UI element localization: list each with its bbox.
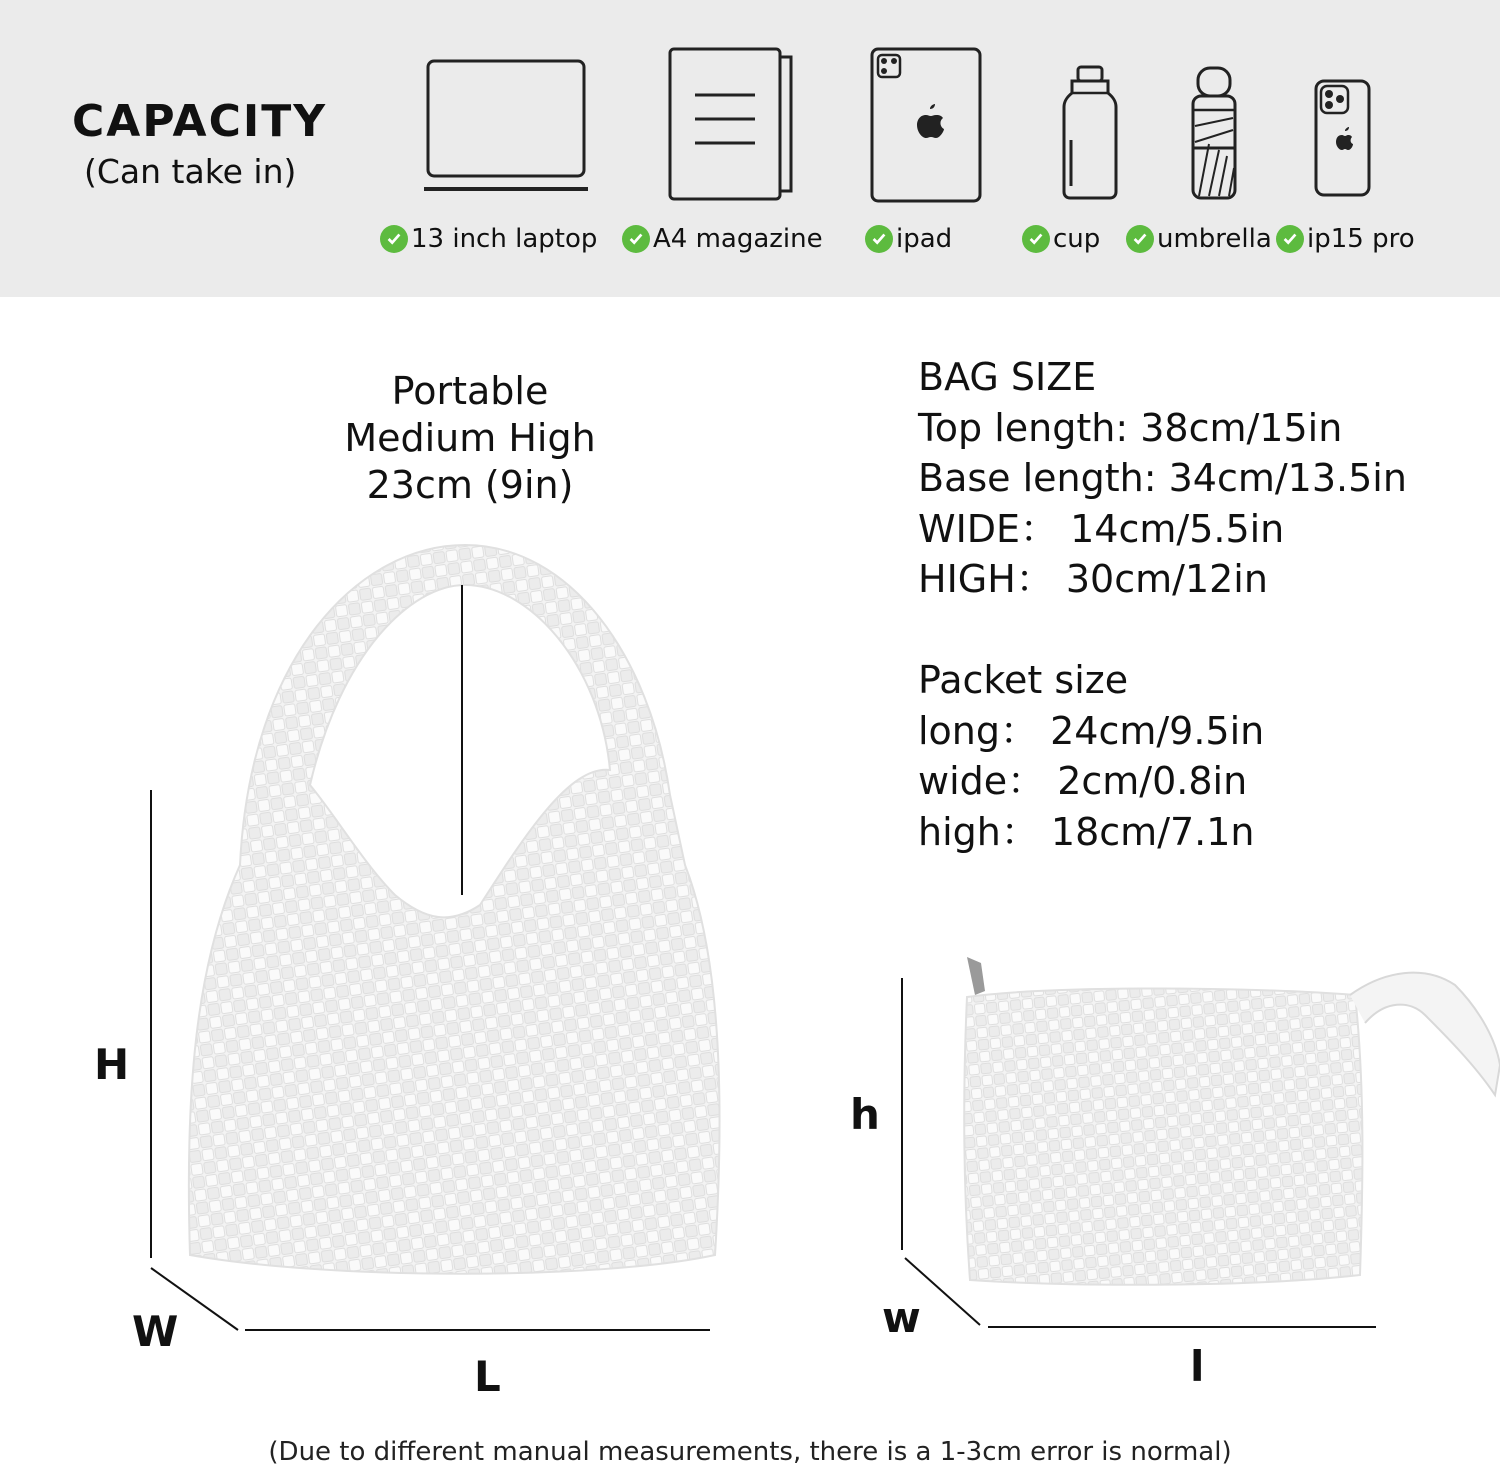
pouch-dimension-lines <box>890 970 1390 1340</box>
item-label: umbrella <box>1157 224 1272 254</box>
packet-long: long： 24cm/9.5in <box>918 708 1265 753</box>
handle-line: 23cm (9in) <box>366 463 574 507</box>
bag-size-title: BAG SIZE <box>918 355 1097 399</box>
check-icon <box>622 225 650 253</box>
item-label: A4 magazine <box>653 224 823 254</box>
handle-line: Portable <box>391 369 549 413</box>
bag-size-block <box>918 352 1407 605</box>
ipad-icon <box>868 45 986 205</box>
packet-size-title: Packet size <box>918 658 1129 702</box>
bag-wide: WIDE： 14cm/5.5in <box>918 506 1285 551</box>
laptop-icon <box>420 55 595 195</box>
bag-height-label: H <box>94 1040 130 1089</box>
handle-height-text <box>240 368 700 509</box>
item-label: 13 inch laptop <box>411 224 598 254</box>
bag-length-label: L <box>474 1352 501 1401</box>
cup-icon <box>1055 62 1125 204</box>
pouch-length-label: l <box>1190 1342 1205 1391</box>
packet-size-block <box>918 655 1264 857</box>
handle-line: Medium High <box>344 416 596 460</box>
measurement-note: (Due to different manual measurements, there is a 1-3cm error is normal) <box>268 1437 1232 1467</box>
check-icon <box>1022 225 1050 253</box>
capacity-subtitle: (Can take in) <box>84 152 297 191</box>
bag-dimension-lines <box>0 780 760 1400</box>
bag-top-length: Top length: 38cm/15in <box>918 405 1343 450</box>
item-cup <box>1022 224 1100 254</box>
check-icon <box>865 225 893 253</box>
item-umbrella <box>1126 224 1272 254</box>
item-phone <box>1276 224 1415 254</box>
item-label: ip15 pro <box>1307 224 1415 254</box>
item-label: cup <box>1053 224 1101 254</box>
bag-width-label: W <box>132 1307 179 1356</box>
pouch-height-label: h <box>850 1090 880 1139</box>
check-icon <box>1126 225 1154 253</box>
bag-base-length: Base length: 34cm/13.5in <box>918 456 1407 500</box>
capacity-title: CAPACITY <box>72 96 328 147</box>
check-icon <box>380 225 408 253</box>
pouch-width-label: w <box>882 1293 921 1342</box>
item-ipad <box>865 224 952 254</box>
phone-icon <box>1312 77 1374 199</box>
item-magazine <box>622 224 823 254</box>
item-laptop <box>380 224 597 254</box>
umbrella-icon <box>1185 64 1243 206</box>
packet-high: high： 18cm/7.1n <box>918 809 1255 854</box>
magazine-icon <box>665 45 800 203</box>
item-label: ipad <box>896 224 953 254</box>
bag-high: HIGH： 30cm/12in <box>918 557 1268 601</box>
packet-wide: wide： 2cm/0.8in <box>918 759 1248 803</box>
check-icon <box>1276 225 1304 253</box>
